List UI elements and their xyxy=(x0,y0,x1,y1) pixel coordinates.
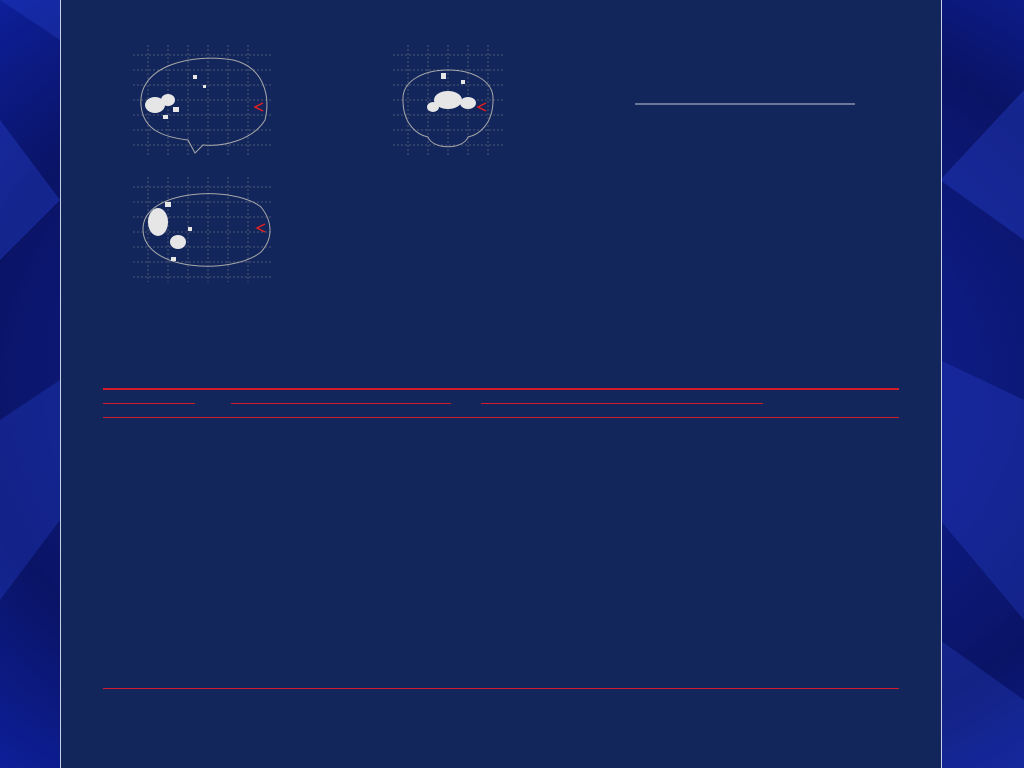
spm-results-panel xyxy=(60,0,942,768)
cluster-level-rule xyxy=(231,403,451,404)
glass-brain-coronal xyxy=(393,45,503,155)
glass-brain-sagittal xyxy=(133,45,273,155)
footer-rule xyxy=(103,688,899,689)
glass-brain-axial xyxy=(133,177,273,282)
statistics-rule xyxy=(103,388,899,390)
design-matrix-figure xyxy=(606,55,876,365)
header-bottom-rule xyxy=(103,417,899,418)
voxel-level-rule xyxy=(481,403,763,404)
set-level-rule xyxy=(103,403,195,404)
